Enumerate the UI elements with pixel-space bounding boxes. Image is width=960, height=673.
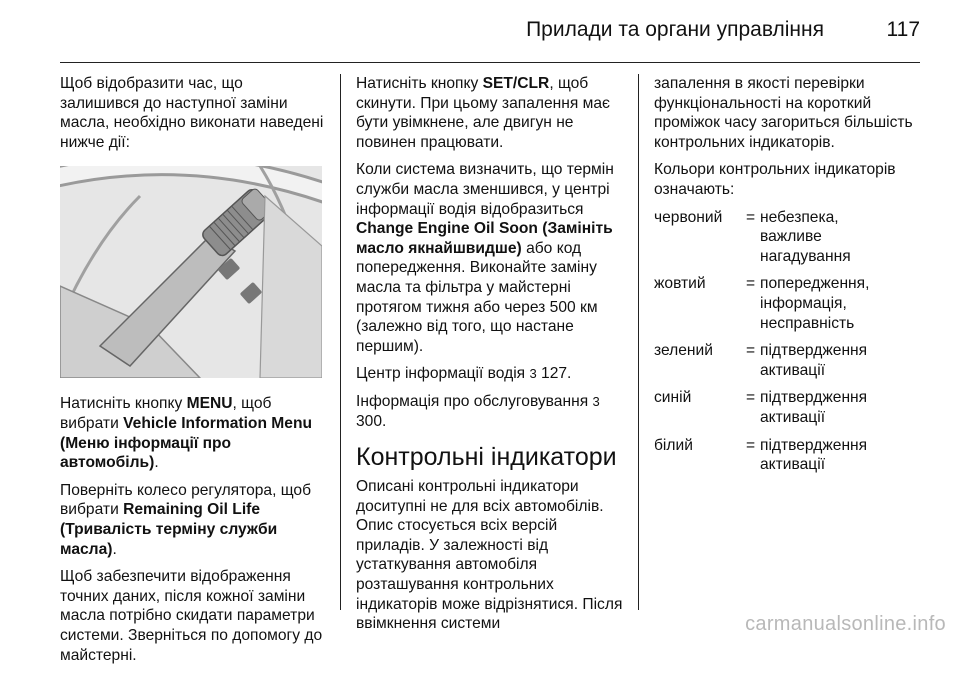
service-info-ref: Інформація про обслуговування 3 300. (356, 392, 600, 430)
indicator-color: жовтий (654, 275, 706, 293)
indicator-color: зелений (654, 342, 713, 360)
change-oil-paragraph: Коли система визначить, що термін служби масла зменшився, у центрі інформації водія відобразиться Change Engine Oil Soon (Замініть масло якнайшвидше) або код попередження. Виконайте заміну масла та фільтра у майстерні протягом тижня або через 500 км (залежно від того, що настане першим). (356, 161, 614, 355)
equals-sign: = (746, 275, 756, 293)
equals-sign: = (746, 389, 756, 407)
equals-sign: = (746, 342, 756, 360)
menu-button-label: MENU (186, 395, 233, 413)
watermark: carmanualsonline.info (745, 613, 946, 635)
change-oil-message: Change Engine Oil Soon (Замініть масло якнайшвидше) (356, 220, 613, 257)
adjuster-wheel-paragraph: Поверніть колесо регулятора, щоб вибрати Remaining Oil Life (Тривалість терміну служби масла). (60, 481, 312, 558)
indicator-color: синій (654, 389, 692, 407)
indicator-color: білий (654, 436, 693, 454)
driver-info-ref: Центр інформації водія 3 127. (356, 365, 572, 383)
stalk-illustration (60, 166, 322, 378)
indicator-row-red (654, 208, 924, 267)
indicator-meaning: підтвердження активації (760, 342, 868, 379)
vehicle-info-menu-label: Vehicle Information Menu (Меню інформації про автомобіль) (60, 414, 313, 472)
header-title: Прилади та органи управління (526, 18, 824, 41)
page-number: 117 (886, 18, 920, 41)
indicator-meaning: попередження, інформація, несправність (760, 275, 870, 332)
indicator-row-blue (654, 388, 924, 427)
page-header (60, 0, 920, 63)
indicator-color-table (654, 208, 924, 475)
intro-paragraph: Щоб відобразити час, що залишився до наступної заміни масла, необхідно виконати наведені нижче дії: (60, 75, 324, 151)
stalk-drawing (60, 166, 322, 378)
set-clr-label: SET/CLR (482, 75, 550, 92)
indicators-intro: Описані контрольні індикатори доситупні не для всіх автомобілів. Опис стосується всіх версій приладів. У залежності від устаткування автомобіля розташування контрольних індикаторів може відрізнятися. Після ввімкнення системи (356, 478, 623, 633)
set-clr-paragraph: Натисніть кнопку SET/CLR, щоб скинути. При цьому запалення має бути увімкнене, але двигун не повинен працювати. (356, 75, 610, 151)
reset-paragraph: Щоб забезпечити відображення точних даних, після кожної заміни масла потрібно скидати параметри системи. Зверніться по допомогу до майстерні. (60, 568, 323, 664)
column-divider-2 (638, 74, 639, 610)
indicator-colors-intro: Кольори контрольних індикаторів означають: (654, 161, 896, 198)
page-ref-arrow-icon: 3 (592, 393, 600, 409)
menu-button-paragraph: Натисніть кнопку MENU, щоб вибрати Vehicle Information Menu (Меню інформації про автомобіль). (60, 395, 313, 472)
indicator-meaning: підтвердження активації (760, 389, 868, 426)
remaining-oil-life-label: Remaining Oil Life (Тривалість терміну служби масла) (60, 501, 278, 558)
equals-sign: = (746, 208, 756, 226)
indicator-row-yellow (654, 274, 924, 333)
column-divider-1 (340, 74, 341, 610)
indicator-row-white (654, 436, 924, 475)
column-2 (356, 74, 624, 642)
indicator-meaning: підтвердження активації (760, 436, 868, 474)
section-heading: Контрольні індикатори (356, 443, 617, 472)
indicator-color: червоний (654, 208, 723, 226)
column-3 (654, 74, 924, 483)
indicator-row-green (654, 341, 924, 380)
page-ref-arrow-icon: 3 (529, 366, 537, 382)
indicators-check-paragraph: запалення в якості перевірки функціональності на короткий проміжок часу загориться більшість контрольних індикаторів. (654, 75, 913, 151)
equals-sign: = (746, 436, 756, 454)
indicator-meaning: небезпека, важливе нагадування (760, 208, 851, 265)
column-1 (60, 74, 326, 673)
